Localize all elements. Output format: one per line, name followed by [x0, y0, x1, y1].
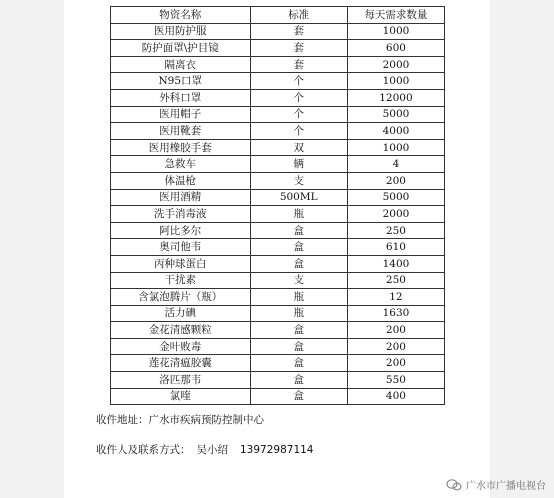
table-row: [111, 172, 445, 189]
cell-standard: 500ML: [250, 189, 347, 206]
cell-daily-quantity: 1400: [347, 255, 444, 272]
cell-item-name: 医用帽子: [111, 106, 251, 123]
table-row: [111, 305, 445, 322]
cell-daily-quantity: 610: [347, 239, 444, 256]
table-row: [111, 73, 445, 90]
cell-daily-quantity: 250: [347, 272, 444, 289]
document-page: [64, 0, 490, 498]
cell-item-name: 氯喹: [111, 388, 251, 405]
table-row: [111, 289, 445, 306]
cell-item-name: 外科口罩: [111, 89, 251, 106]
cell-daily-quantity: 250: [347, 222, 444, 239]
table-row: [111, 189, 445, 206]
cell-item-name: 莲花清瘟胶囊: [111, 355, 251, 372]
header-daily-quantity: 每天需求数量: [347, 7, 444, 24]
cell-standard: 辆: [250, 156, 347, 173]
cell-daily-quantity: 550: [347, 372, 444, 389]
cell-standard: 盒: [250, 388, 347, 405]
table-row: [111, 56, 445, 73]
cell-daily-quantity: 4: [347, 156, 444, 173]
watermark-text: 广水市广播电视台: [466, 481, 546, 492]
cell-standard: 瓶: [250, 289, 347, 306]
header-item-name: 物资名称: [111, 7, 251, 24]
cell-daily-quantity: 1000: [347, 73, 444, 90]
table-row: [111, 272, 445, 289]
table-row: [111, 322, 445, 339]
cell-standard: 双: [250, 139, 347, 156]
shipping-address: [96, 412, 264, 427]
cell-item-name: 金叶败毒: [111, 338, 251, 355]
cell-standard: 套: [250, 23, 347, 40]
cell-item-name: 含氯泡腾片（瓶）: [111, 289, 251, 306]
cell-standard: 盒: [250, 322, 347, 339]
cell-item-name: 防护面罩\护目镜: [111, 40, 251, 57]
cell-item-name: 活力碘: [111, 305, 251, 322]
table-row: [111, 388, 445, 405]
cell-standard: 个: [250, 123, 347, 140]
cell-item-name: 医用靴套: [111, 123, 251, 140]
cell-standard: 盒: [250, 255, 347, 272]
cell-daily-quantity: 12: [347, 289, 444, 306]
cell-standard: 套: [250, 56, 347, 73]
cell-daily-quantity: 5000: [347, 106, 444, 123]
table-row: [111, 106, 445, 123]
cell-standard: 盒: [250, 239, 347, 256]
table-row: [111, 239, 445, 256]
cell-standard: 盒: [250, 355, 347, 372]
cell-standard: 盒: [250, 222, 347, 239]
cell-standard: 盒: [250, 338, 347, 355]
table-body: [111, 23, 445, 405]
cell-standard: 瓶: [250, 206, 347, 223]
cell-item-name: N95口罩: [111, 73, 251, 90]
table-row: [111, 89, 445, 106]
cell-standard: 套: [250, 40, 347, 57]
cell-item-name: 体温枪: [111, 172, 251, 189]
cell-daily-quantity: 4000: [347, 123, 444, 140]
table-row: [111, 338, 445, 355]
cell-item-name: 医用防护服: [111, 23, 251, 40]
cell-item-name: 干扰素: [111, 272, 251, 289]
table-row: [111, 40, 445, 57]
cell-standard: 个: [250, 106, 347, 123]
table-row: [111, 23, 445, 40]
wechat-channel-icon: [446, 478, 462, 492]
cell-item-name: 隔离衣: [111, 56, 251, 73]
cell-standard: 支: [250, 172, 347, 189]
cell-item-name: 医用橡胶手套: [111, 139, 251, 156]
cell-daily-quantity: 1000: [347, 23, 444, 40]
cell-daily-quantity: 600: [347, 40, 444, 57]
contact-name: 吴小绍: [196, 444, 228, 456]
address-value: 广水市疾病预防控制中心: [148, 414, 264, 426]
cell-standard: 瓶: [250, 305, 347, 322]
cell-standard: 盒: [250, 372, 347, 389]
table-header-row: [111, 7, 445, 24]
cell-item-name: 奥司他韦: [111, 239, 251, 256]
cell-daily-quantity: 200: [347, 172, 444, 189]
cell-daily-quantity: 2000: [347, 56, 444, 73]
table-row: [111, 123, 445, 140]
cell-item-name: 洗手消毒液: [111, 206, 251, 223]
table-row: [111, 355, 445, 372]
cell-standard: 支: [250, 272, 347, 289]
recipient-contact: [96, 442, 314, 457]
cell-daily-quantity: 1000: [347, 139, 444, 156]
table-row: [111, 206, 445, 223]
cell-item-name: 洛匹那韦: [111, 372, 251, 389]
cell-daily-quantity: 400: [347, 388, 444, 405]
cell-daily-quantity: 200: [347, 355, 444, 372]
table-row: [111, 222, 445, 239]
cell-standard: 个: [250, 73, 347, 90]
cell-daily-quantity: 5000: [347, 189, 444, 206]
table-row: [111, 372, 445, 389]
table-row: [111, 139, 445, 156]
watermark: [446, 477, 546, 492]
contact-phone: 13972987114: [240, 444, 314, 456]
header-standard: 标准: [250, 7, 347, 24]
cell-daily-quantity: 12000: [347, 89, 444, 106]
address-label: 收件地址：: [96, 414, 149, 426]
cell-item-name: 急救车: [111, 156, 251, 173]
cell-standard: 个: [250, 89, 347, 106]
cell-daily-quantity: 1630: [347, 305, 444, 322]
supplies-table: [110, 6, 445, 405]
cell-item-name: 医用酒精: [111, 189, 251, 206]
table-row: [111, 255, 445, 272]
cell-daily-quantity: 200: [347, 322, 444, 339]
cell-daily-quantity: 2000: [347, 206, 444, 223]
table-row: [111, 156, 445, 173]
contact-label: 收件人及联系方式：: [96, 444, 191, 456]
cell-item-name: 金花清感颗粒: [111, 322, 251, 339]
cell-daily-quantity: 200: [347, 338, 444, 355]
cell-item-name: 丙种球蛋白: [111, 255, 251, 272]
cell-item-name: 阿比多尔: [111, 222, 251, 239]
